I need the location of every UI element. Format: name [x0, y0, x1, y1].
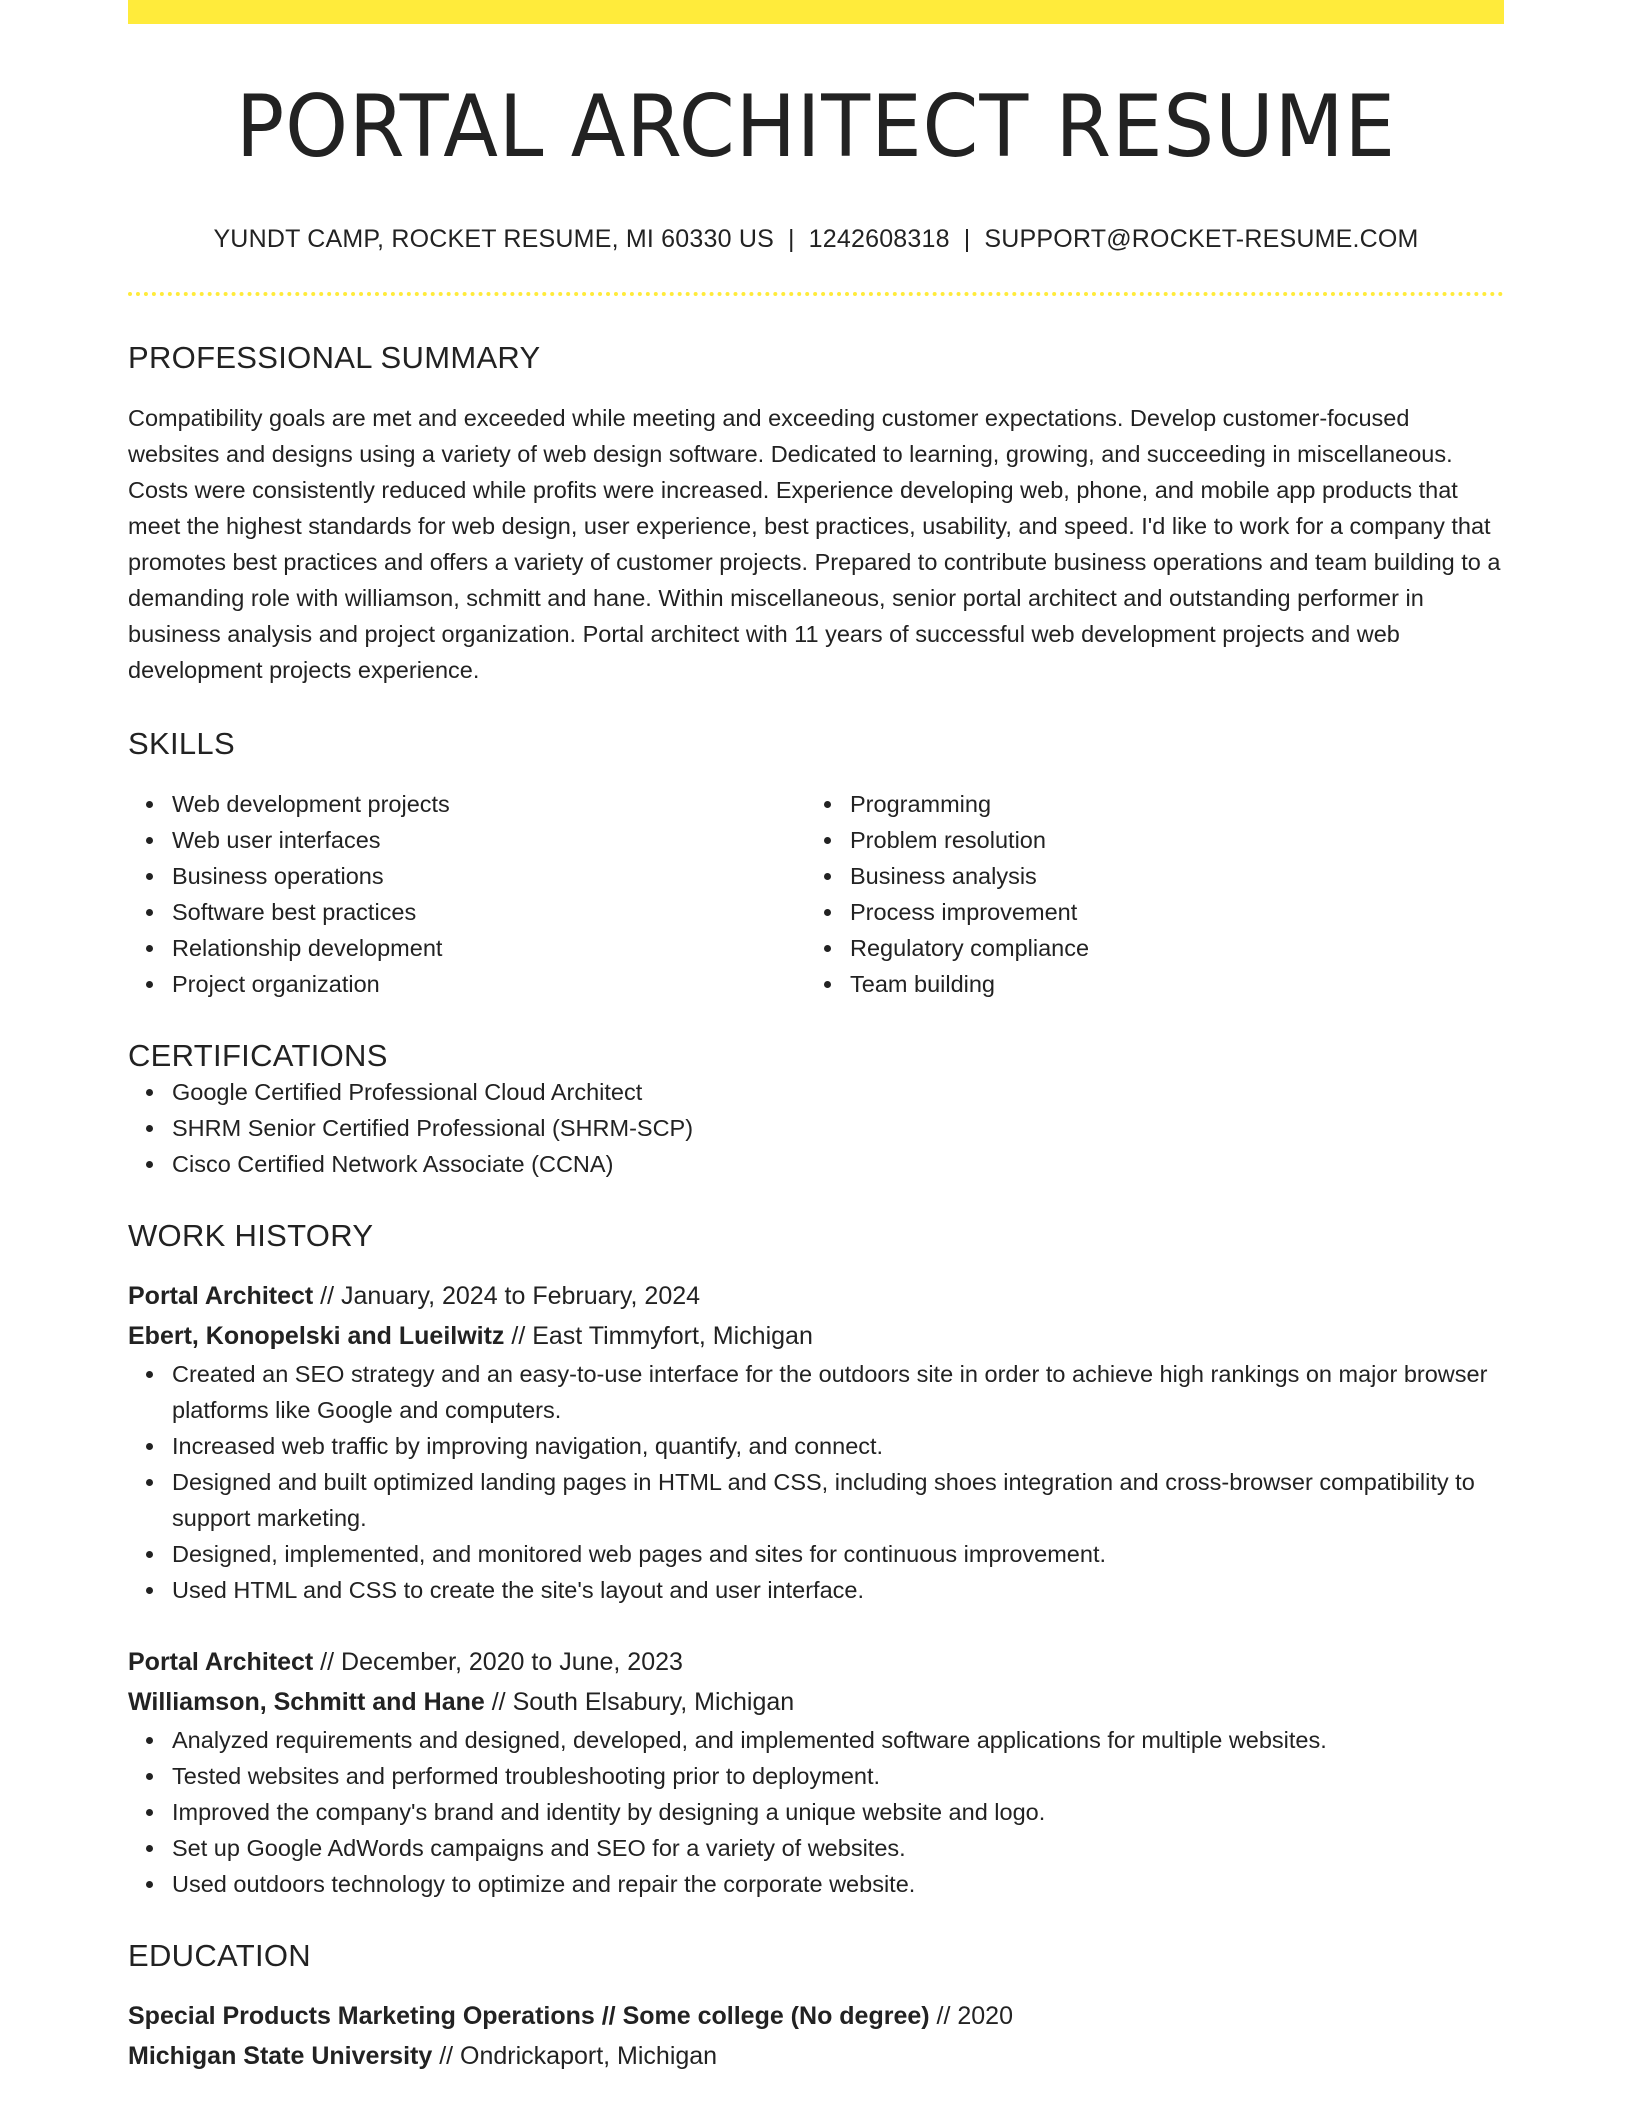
skill-item: Business operations [172, 858, 806, 894]
job-company-line [128, 1316, 1504, 1356]
skill-item: Business analysis [850, 858, 1484, 894]
skill-item: Relationship development [172, 930, 806, 966]
summary-text: Compatibility goals are met and exceeded while meeting and exceeding customer expectations. Develop customer-focused websites and designs using a variety of web design software. Dedicated to learning, growing, and succeeding in miscellaneous. Costs were consistently reduced while profits were increased. Experience developing web, phone, and mobile app products that meet the highest standards for web design, user experience, best practices, usability, and speed. I'd like to work for a company that promotes best practices and offers a variety of customer projects. Prepared to contribute business operations and team building to a demanding role with williamson, schmitt and hane. Within miscellaneous, senior portal architect and outstanding performer in business analysis and project organization. Portal architect with 11 years of successful web development projects and web development projects experience. [128, 404, 1501, 683]
education-school-line [128, 2036, 1504, 2076]
job-title-line [128, 1642, 1504, 1682]
work-history-heading: WORK HISTORY [128, 1217, 374, 1253]
job-duty: Used outdoors technology to optimize and repair the corporate website. [172, 1866, 1504, 1902]
skill-item: Process improvement [850, 894, 1484, 930]
education-location: // Ondrickaport, Michigan [432, 2041, 718, 2070]
skills-grid [128, 786, 1504, 1002]
education-school: Michigan State University [128, 2041, 433, 2070]
contact-address: YUNDT CAMP, ROCKET RESUME, MI 60330 US [213, 224, 774, 253]
dotted-divider [128, 292, 1504, 296]
contact-phone: 1242608318 [808, 224, 950, 253]
job-title: Portal Architect [128, 1281, 314, 1310]
job-duty: Tested websites and performed troubleshooting prior to deployment. [172, 1758, 1504, 1794]
job-duties-list [128, 1356, 1504, 1608]
job-duty: Created an SEO strategy and an easy-to-use interface for the outdoors site in order to achieve high rankings on major browser platforms like Google and computers. [172, 1356, 1504, 1428]
certifications-heading: CERTIFICATIONS [128, 1037, 388, 1073]
certifications-list [128, 1074, 1504, 1182]
skills-column-left [128, 786, 806, 1002]
skill-item: Web development projects [172, 786, 806, 822]
job-duty: Improved the company's brand and identity by designing a unique website and logo. [172, 1794, 1504, 1830]
job-company: Ebert, Konopelski and Lueilwitz [128, 1321, 505, 1350]
job-company: Williamson, Schmitt and Hane [128, 1687, 485, 1716]
certification-item: Google Certified Professional Cloud Architect [172, 1074, 1504, 1110]
certification-item: SHRM Senior Certified Professional (SHRM-SCP) [172, 1110, 1504, 1146]
contact-separator: | [787, 224, 795, 253]
job-duty: Designed and built optimized landing pages in HTML and CSS, including shoes integration and cross-browser compatibility to support marketing. [172, 1464, 1504, 1536]
contact-line [128, 225, 1504, 254]
skill-item: Programming [850, 786, 1484, 822]
job-title: Portal Architect [128, 1647, 314, 1676]
job-entry [128, 1276, 1504, 1608]
education-heading: EDUCATION [128, 1937, 311, 1973]
job-dates: // January, 2024 to February, 2024 [313, 1281, 701, 1310]
job-duty: Set up Google AdWords campaigns and SEO for a variety of websites. [172, 1830, 1504, 1866]
summary-heading: PROFESSIONAL SUMMARY [128, 339, 541, 375]
job-duty: Increased web traffic by improving navigation, quantify, and connect. [172, 1428, 1504, 1464]
skill-item: Software best practices [172, 894, 806, 930]
education-year: // 2020 [929, 2001, 1013, 2030]
job-company-line [128, 1682, 1504, 1722]
education-degree-line [128, 1996, 1504, 2036]
certification-item: Cisco Certified Network Associate (CCNA) [172, 1146, 1504, 1182]
job-duties-list [128, 1722, 1504, 1902]
job-title-line [128, 1276, 1504, 1316]
skill-item: Project organization [172, 966, 806, 1002]
resume-page [128, 0, 1504, 2076]
education-degree: Special Products Marketing Operations // Some college (No degree) [128, 2001, 930, 2030]
job-dates: // December, 2020 to June, 2023 [313, 1647, 683, 1676]
skill-item: Team building [850, 966, 1484, 1002]
contact-email: SUPPORT@ROCKET-RESUME.COM [984, 224, 1419, 253]
skill-item: Regulatory compliance [850, 930, 1484, 966]
job-duty: Used HTML and CSS to create the site's layout and user interface. [172, 1572, 1504, 1608]
job-entry [128, 1642, 1504, 1902]
page-title: PORTAL ARCHITECT RESUME [235, 77, 1397, 177]
accent-bar [128, 0, 1504, 24]
job-duty: Designed, implemented, and monitored web pages and sites for continuous improvement. [172, 1536, 1504, 1572]
skill-item: Web user interfaces [172, 822, 806, 858]
job-duty: Analyzed requirements and designed, developed, and implemented software applications for multiple websites. [172, 1722, 1504, 1758]
job-location: // East Timmyfort, Michigan [504, 1321, 813, 1350]
contact-separator: | [963, 224, 971, 253]
skills-heading: SKILLS [128, 725, 235, 761]
skill-item: Problem resolution [850, 822, 1484, 858]
skills-column-right [806, 786, 1484, 1002]
job-location: // South Elsabury, Michigan [484, 1687, 795, 1716]
